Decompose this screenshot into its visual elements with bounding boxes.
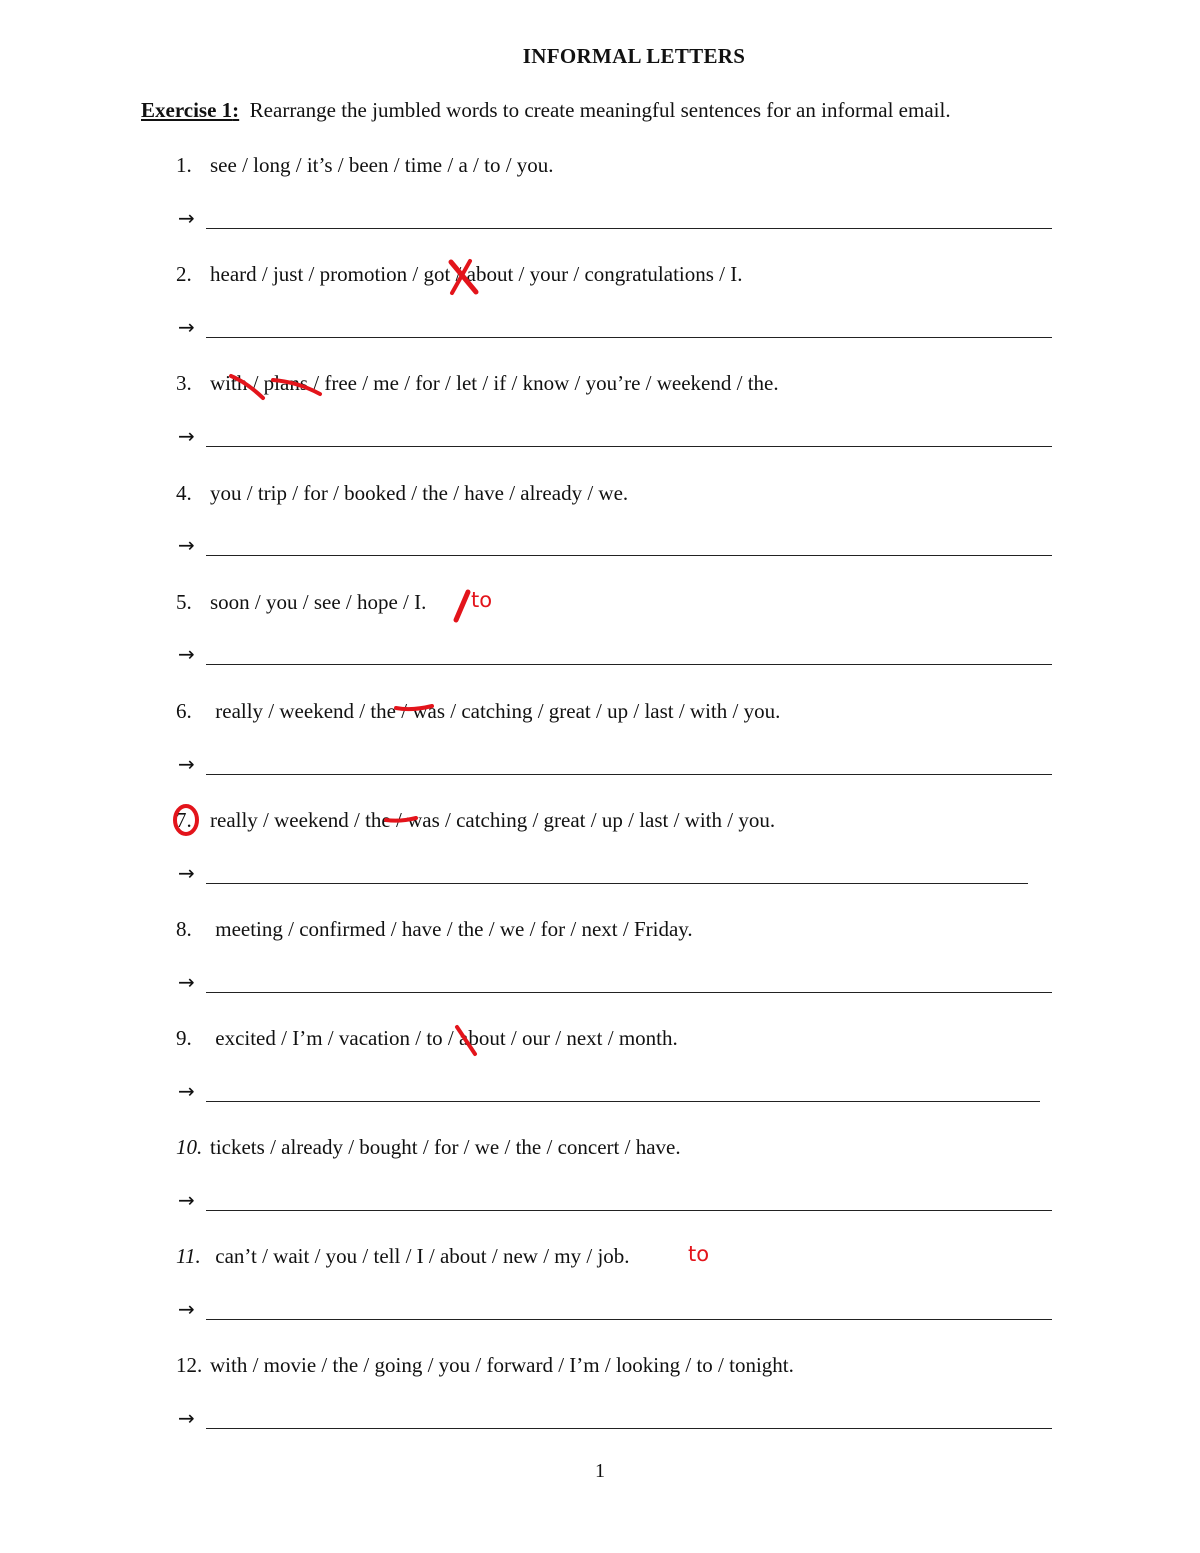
- arrow-right-icon: →: [178, 1188, 195, 1212]
- answer-row-7: [178, 861, 204, 886]
- answer-line-6: [206, 774, 1052, 775]
- item-number: 11.: [176, 1244, 201, 1268]
- answer-line-4: [206, 555, 1052, 556]
- item-text: really / weekend / the / was / catching / great / up / last / with / you.: [210, 808, 776, 832]
- arrow-right-icon: →: [178, 642, 195, 666]
- item-number: 4.: [176, 481, 192, 505]
- answer-row-11: [178, 1297, 204, 1322]
- arrow-right-icon: →: [178, 970, 195, 994]
- exercise-item-12: [176, 1353, 794, 1378]
- arrow-right-icon: →: [178, 1079, 195, 1103]
- answer-line-1: [206, 228, 1052, 229]
- arrow-right-icon: →: [178, 1297, 195, 1321]
- item-text: meeting / confirmed / have / the / we / for / next / Friday.: [210, 917, 693, 941]
- page-title: INFORMAL LETTERS: [522, 44, 746, 68]
- item-number: 12.: [176, 1353, 203, 1377]
- handwritten-inserted-word: to: [688, 1242, 710, 1266]
- item-text: heard / just / promotion / got / about / your / congratulations / I.: [210, 262, 743, 286]
- answer-line-8: [206, 992, 1052, 993]
- exercise-item-2: [176, 262, 743, 287]
- exercise-item-11: [176, 1244, 630, 1269]
- exercise-item-4: [176, 481, 628, 506]
- answer-line-11: [206, 1319, 1052, 1320]
- item-number: 2.: [176, 262, 192, 286]
- exercise-item-5: [176, 590, 426, 615]
- answer-line-10: [206, 1210, 1052, 1211]
- answer-line-12: [206, 1428, 1052, 1429]
- item-text: with / plans / free / me / for / let / if / know / you’re / weekend / the.: [210, 371, 779, 395]
- item-number: 3.: [176, 371, 192, 395]
- item-number: 5.: [176, 590, 192, 614]
- arrow-right-icon: →: [178, 533, 195, 557]
- item-number: 1.: [176, 153, 192, 177]
- exercise-label: Exercise 1: [141, 98, 233, 122]
- item-number: 9.: [176, 1026, 192, 1050]
- answer-row-4: [178, 533, 204, 558]
- page-number: 1: [595, 1460, 605, 1482]
- answer-line-9: [206, 1101, 1040, 1102]
- handwritten-inserted-word: to: [471, 588, 493, 612]
- item-text: with / movie / the / going / you / forward / I’m / looking / to / tonight.: [210, 1353, 794, 1377]
- arrow-right-icon: →: [178, 1406, 195, 1430]
- exercise-item-10: [176, 1135, 681, 1160]
- item-text: tickets / already / bought / for / we / the / concert / have.: [210, 1135, 681, 1159]
- item-text: really / weekend / the / was / catching / great / up / last / with / you.: [210, 699, 781, 723]
- item-text: you / trip / for / booked / the / have / already / we.: [210, 481, 629, 505]
- answer-row-6: [178, 752, 204, 777]
- arrow-right-icon: →: [178, 315, 195, 339]
- exercise-item-8: [176, 917, 693, 942]
- answer-line-5: [206, 664, 1052, 665]
- answer-row-3: [178, 424, 204, 449]
- exercise-item-6: [176, 699, 780, 724]
- item-number: 10.: [176, 1135, 203, 1159]
- exercise-instruction: Rearrange the jumbled words to create meaningful sentences for an informal email.: [249, 98, 951, 122]
- answer-row-10: [178, 1188, 204, 1213]
- answer-row-5: [178, 642, 204, 667]
- answer-row-2: [178, 315, 204, 340]
- exercise-item-7: [176, 808, 775, 833]
- answer-line-2: [206, 337, 1052, 338]
- item-number: 7.: [176, 808, 192, 832]
- answer-line-7: [206, 883, 1028, 884]
- item-text: excited / I’m / vacation / to / about / our / next / month.: [210, 1026, 678, 1050]
- answer-row-12: [178, 1406, 204, 1431]
- exercise-item-1: [176, 153, 554, 178]
- item-text: can’t / wait / you / tell / I / about / new / my / job.: [210, 1244, 630, 1268]
- item-text: soon / you / see / hope / I.: [210, 590, 427, 614]
- insert-slash-mark: [456, 592, 468, 620]
- exercise-item-3: [176, 371, 779, 396]
- arrow-right-icon: →: [178, 752, 195, 776]
- answer-row-8: [178, 970, 204, 995]
- exercise-item-9: [176, 1026, 678, 1051]
- exercise-colon: :: [232, 98, 240, 122]
- item-text: see / long / it’s / been / time / a / to / you.: [210, 153, 554, 177]
- item-number: 8.: [176, 917, 192, 941]
- arrow-right-icon: →: [178, 424, 195, 448]
- item-number: 6.: [176, 699, 192, 723]
- answer-row-1: [178, 206, 204, 231]
- answer-row-9: [178, 1079, 204, 1104]
- arrow-right-icon: →: [178, 861, 195, 885]
- exercise-heading: [141, 98, 951, 123]
- answer-line-3: [206, 446, 1052, 447]
- arrow-right-icon: →: [178, 206, 195, 230]
